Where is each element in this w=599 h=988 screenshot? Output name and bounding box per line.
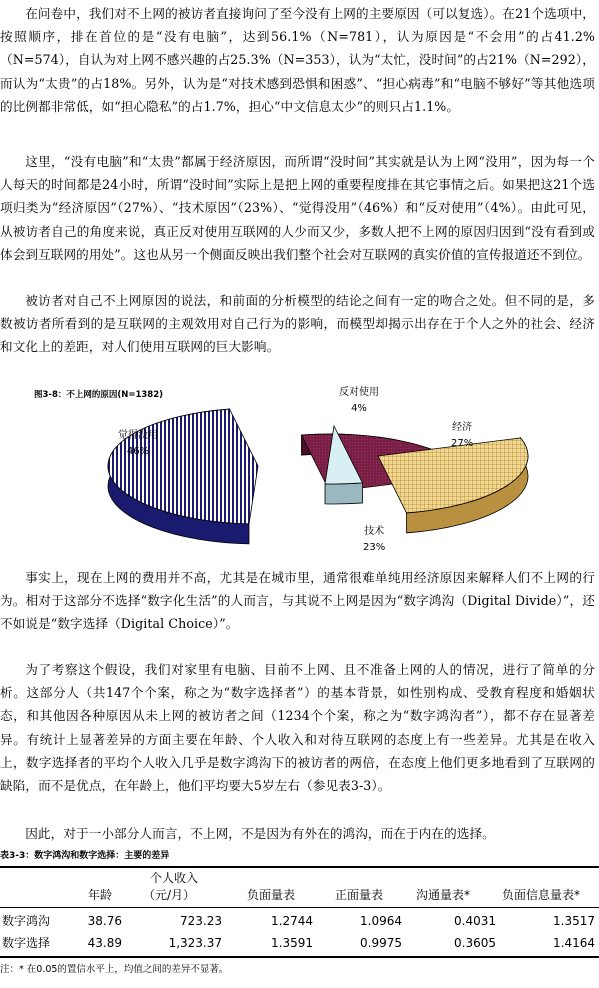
cell-communication: 0.4031: [454, 914, 496, 928]
pie-chart: [0, 378, 599, 564]
cell-income: 723.23: [180, 914, 222, 928]
cell-positive: 1.0964: [360, 914, 402, 928]
cell-age: 38.76: [87, 914, 122, 928]
paragraph-5: 为了考察这个假设，我们对家里有电脑、目前不上网、且不准备上网的人的情况，进行了简单的分析。这部分人（共147个个案，称之为“数字选择者”）的基本背景，如性别构成、受教育程度和婚姻状态，和其他因各种原因从未上网的被访者之间（1234个个案，称之为“数字鸿沟者”），都不存在显著差异。有统计上显著差异的方面主要在年龄、个人收入和对待互联网的态度上有一些差异。尤其是在收入上，数字选择者的平均个人收入几乎是数字鸿沟下的被访者的两倍，在态度上他们更多地看到了互联网的缺陷，而不是优点，在年龄上，他们平均要大5岁左右（参见表3-3）。: [0, 662, 595, 794]
table-header-negative-info: 负面信息量表*: [502, 888, 581, 902]
table-header-age: 年龄: [88, 888, 113, 902]
pie-label-jishu: 技术 23%: [363, 526, 386, 553]
figure-caption: 图3-8：不上网的原因(N=1382): [34, 390, 164, 400]
cell-negative: 1.3591: [271, 936, 313, 950]
table-bottom-rule: [0, 956, 599, 958]
cell-negative-info: 1.4164: [553, 936, 595, 950]
pie-label-juede: 觉得没用 46%: [118, 430, 158, 457]
pie-label-fandui: 反对使用 4%: [339, 387, 379, 414]
paragraph-2: 这里，“没有电脑”和“太贵”都属于经济原因，而所谓“没时间”其实就是认为上网“没用”，因为每一个人每天的时间都是24小时，所谓“没时间”实际上是把上网的重要程度排在其它事情之后。如果把这21个选项归类为“经济原因”（27%）、“技术原因”（23%）、“觉得没用”（46%）和“反对使用”（4%）。由此可见，从被访者自己的角度来说，真正反对使用互联网的人少而又少，多数人把不上网的原因归因到“没有看到或体会到互联网的用处”。这也从另一个侧面反映出我们整个社会对互联网的真实价值的宣传报道还不到位。: [0, 154, 595, 262]
table-note: 注：* 在0.05的置信水平上，均值之间的差异不显著。: [0, 964, 229, 975]
cell-negative-info: 1.3517: [553, 914, 595, 928]
paragraph-4: 事实上，现在上网的费用并不高，尤其是在城市里，通常很难单纯用经济原因来解释人们不上网的行为。相对于这部分不选择“数字化生活”的人而言，与其说不上网是因为“数字鸿沟（Digital Divide）”，还不如说是“数字选择（Digital Choice）”。: [0, 570, 595, 632]
paragraph-6: 因此，对于一小部分人而言，不上网，不是因为有外在的鸿沟，而在于内在的选择。: [25, 826, 495, 841]
paragraph-1: 在问卷中，我们对不上网的被访者直接询问了至今没有上网的主要原因（可以复选）。在21个选项中，按照顺序，排在首位的是“没有电脑”，达到56.1%（N=781），认为原因是“不会用”的占41.2%（N=574），自认为对上网不感兴趣的占25.3%（N=353），认为“太忙，没时间”的占21%（N=292），而认为“太贵”的占18%。另外，认为是“对技术感到恐惧和困惑”、“担心病毒”和“电脑不够好”等其他选项的比例都非常低，如“担心隐私”的占1.7%，担心“中文信息太少”的则只占1.1%。: [0, 6, 595, 114]
cell-income: 1,323.37: [168, 936, 222, 950]
table-header-income-top: 个人收入: [150, 871, 199, 885]
pie-slice-fandui-side: [325, 483, 363, 504]
table-header-negative: 负面量表: [247, 888, 296, 902]
table-header-rule: [0, 907, 599, 908]
cell-negative: 1.2744: [271, 914, 313, 928]
row-label: 数字选择: [2, 936, 51, 950]
cell-communication: 0.3605: [454, 936, 496, 950]
cell-positive: 0.9975: [360, 936, 402, 950]
table-header-income: （元/月）: [143, 888, 196, 902]
row-label: 数字鸿沟: [2, 914, 51, 928]
table-top-rule: [0, 866, 599, 868]
cell-age: 43.89: [87, 936, 122, 950]
table-header-positive: 正面量表: [335, 888, 384, 902]
paragraph-3: 被访者对自己不上网原因的说法，和前面的分析模型的结论之间有一定的吻合之处。但不同的是，多数被访者所看到的是互联网的主观效用对自己行为的影响，而模型却揭示出存在于个人之外的社会、经济和文化上的差距，对人们使用互联网的巨大影响。: [0, 293, 595, 355]
table-header-communication: 沟通量表*: [416, 888, 471, 902]
pie-label-jingji: 经济 27%: [451, 422, 474, 449]
table-caption: 表3-3：数字鸿沟和数字选择：主要的差异: [0, 851, 170, 861]
